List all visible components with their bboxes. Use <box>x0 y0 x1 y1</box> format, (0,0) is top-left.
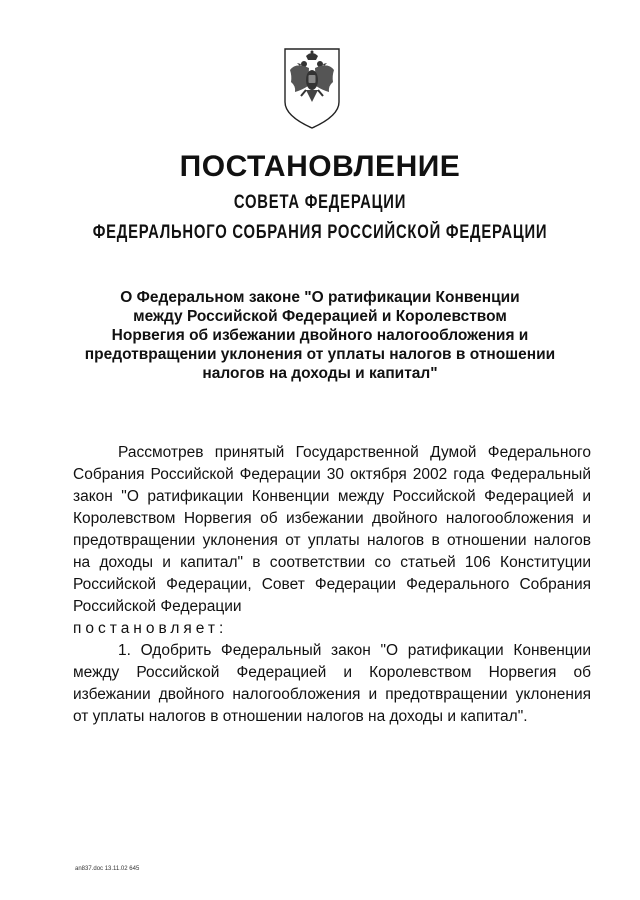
decision-word: постановляет: <box>73 620 228 637</box>
subject-line: между Российской Федерацией и Королевством <box>133 308 507 325</box>
page-title: ПОСТАНОВЛЕНИЕ <box>179 150 461 183</box>
subject-line: О Федеральном законе "О ратификации Конвенции <box>120 289 520 306</box>
subject-line: налогов на доходы и капитал" <box>202 365 438 382</box>
preamble-text: Рассмотрев принятый Государственной Думой Федерального Собрания Российской Федерации 30 октября 2002 года Федеральный закон "О ратификации Конвенции между Российской Федерацией и Королевством Норвегия об избежании двойного налогообложения и предотвращении уклонения от уплаты налогов в отношении налогов на доходы и капитал" в соответствии со статьей 106 Конституции Российской Федерации, Совет Федерации Федерального Собрания Российской Федерации <box>73 444 591 615</box>
preamble-paragraph <box>73 442 591 640</box>
subject-line: предотвращении уклонения от уплаты налогов в отношении <box>84 346 556 363</box>
subject-heading <box>60 288 580 383</box>
resolution-text: 1. Одобрить Федеральный закон "О ратификации Конвенции между Российской Федерацией и Королевством Норвегия об избежании двойного налогообложения и предотвращении уклонения от уплаты налогов в отношении налогов на доходы и капитал". <box>73 642 591 725</box>
coat-of-arms-icon <box>282 46 342 130</box>
issuer-line-1: СОВЕТА ФЕДЕРАЦИИ <box>233 192 407 213</box>
subject-line: Норвегия об избежании двойного налогообложения и <box>111 327 529 344</box>
document-footer: an837.doc 13.11.02 645 <box>75 866 140 872</box>
resolution-item-1 <box>73 640 591 728</box>
issuer-line-2: ФЕДЕРАЛЬНОГО СОБРАНИЯ РОССИЙСКОЙ ФЕДЕРАЦИИ <box>92 222 548 243</box>
